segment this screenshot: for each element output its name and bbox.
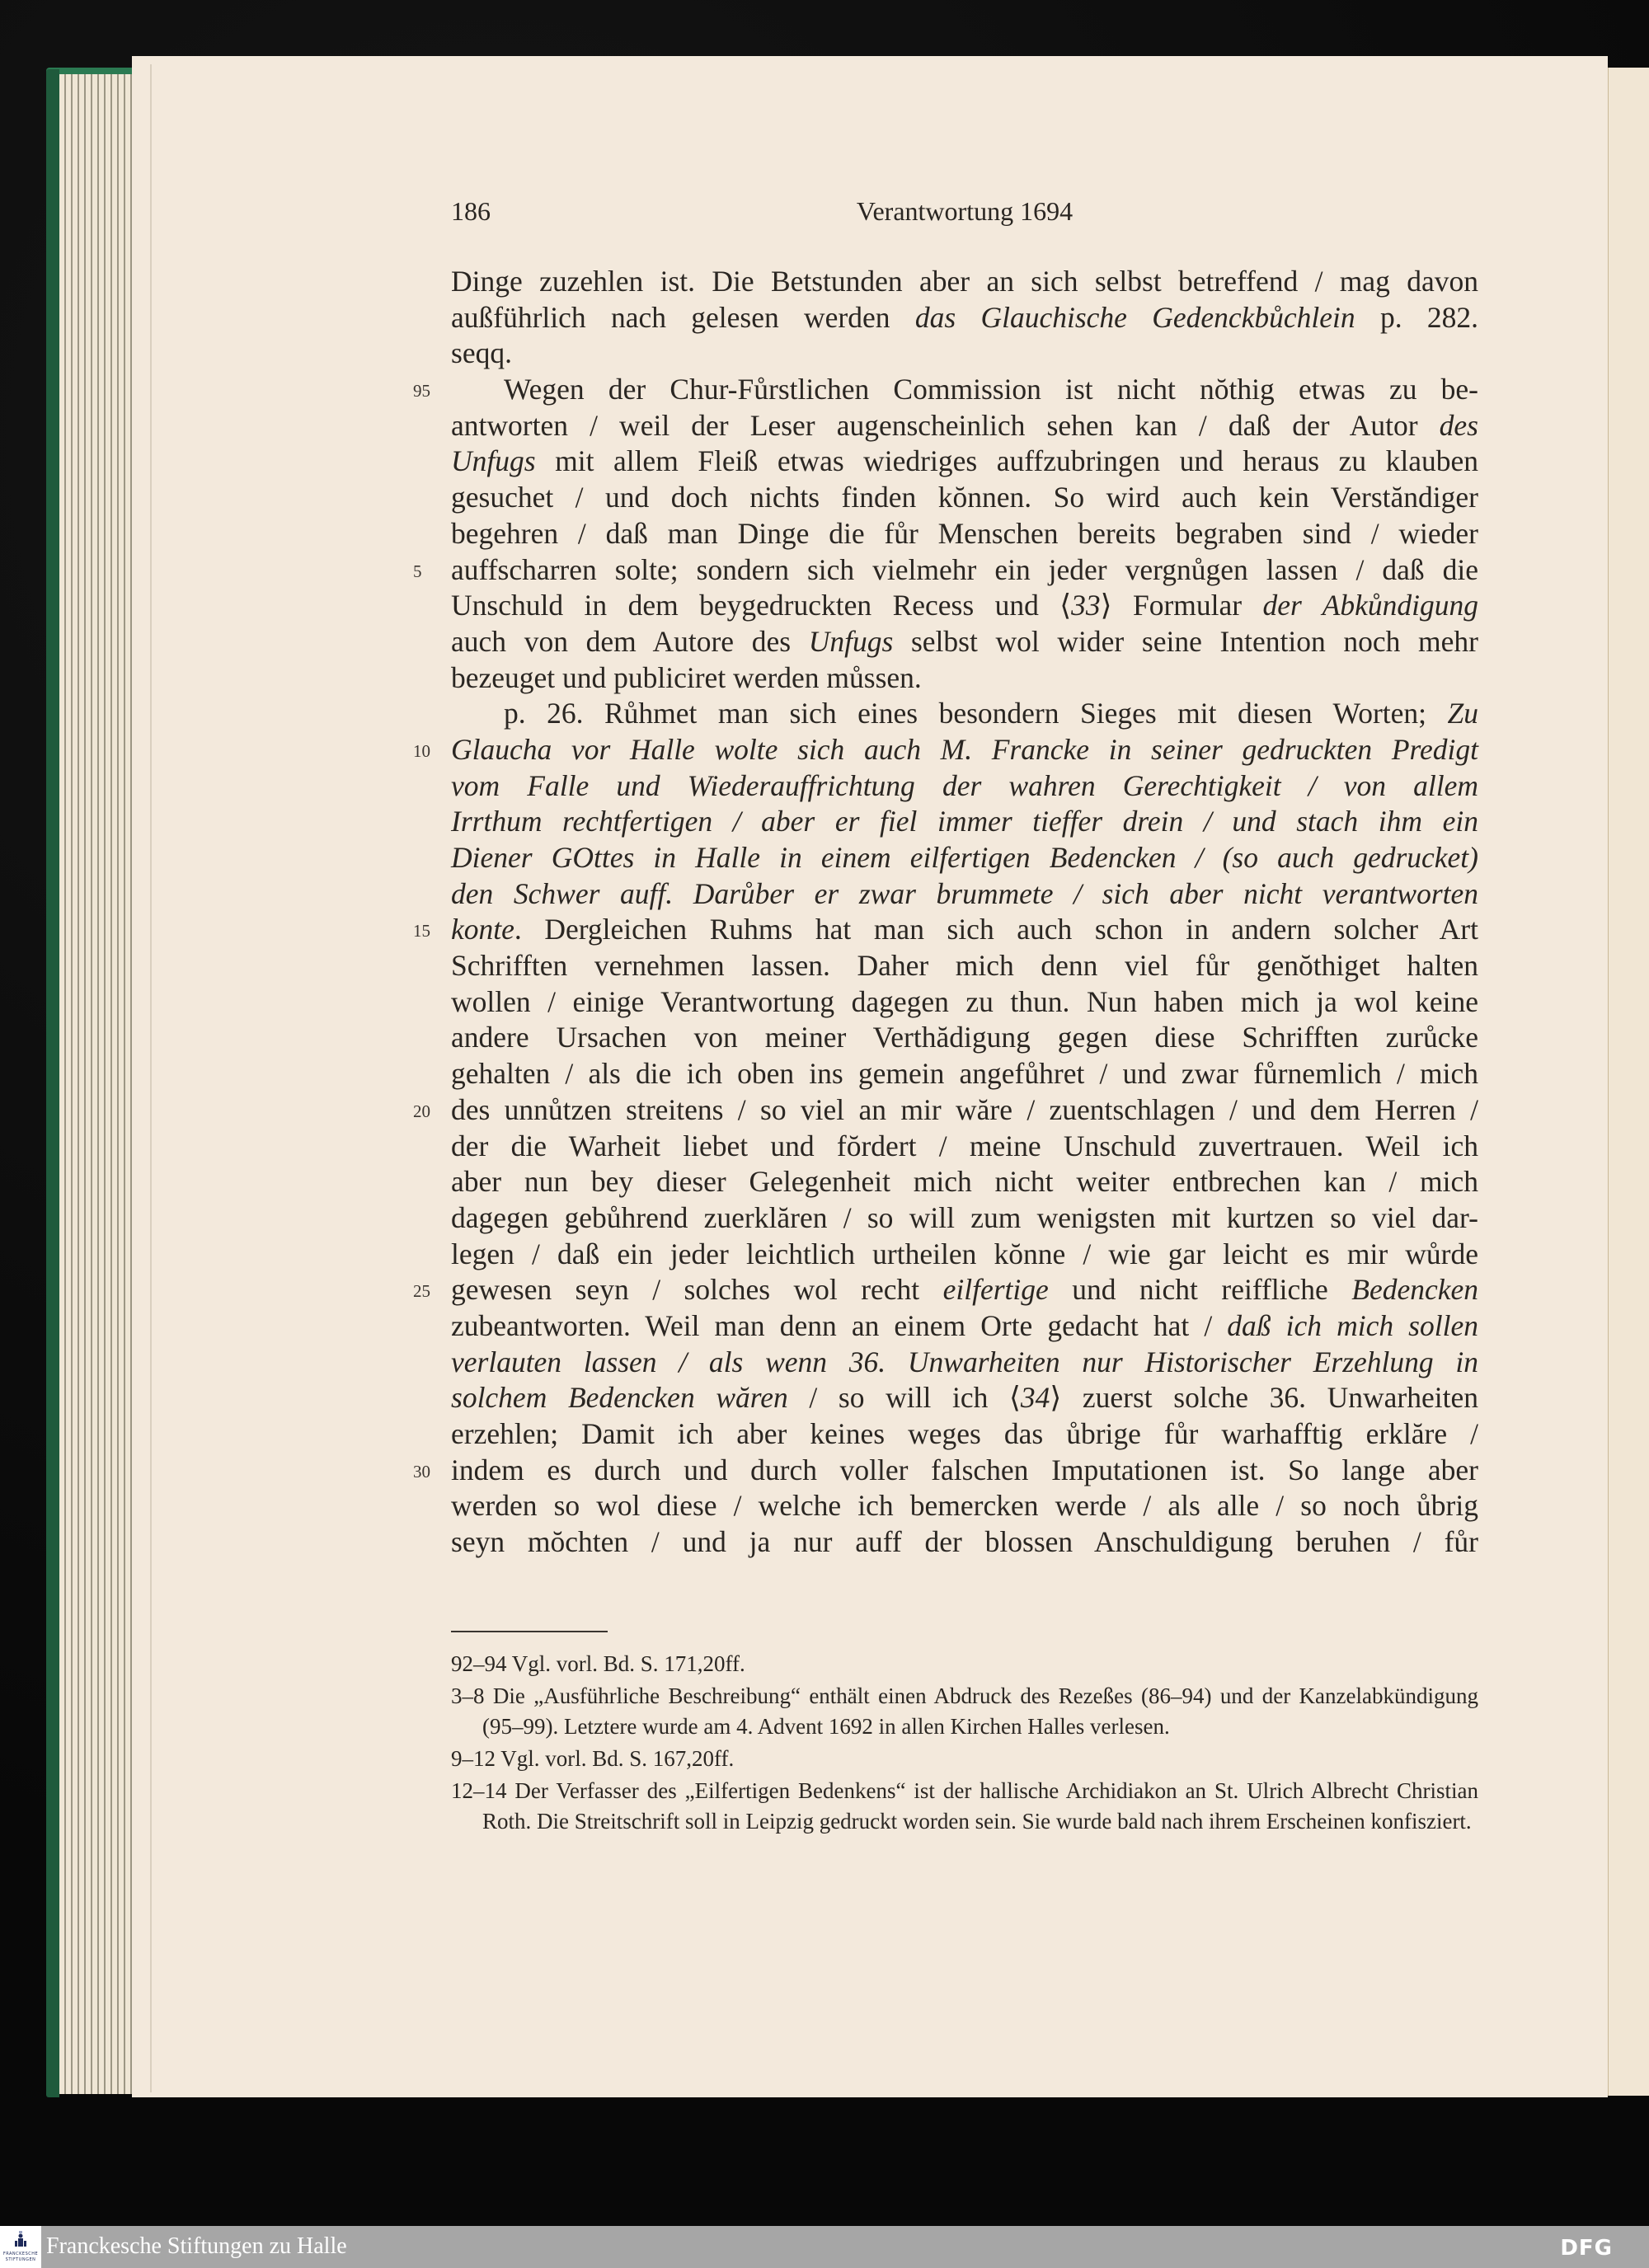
text-segment: seqq. [451,336,512,370]
text-line [451,1200,1478,1237]
text-segment: und nicht reiffliche [1048,1273,1352,1307]
italic-text: verlauten lassen / als wenn 36. Unwarheiten nur Historischer Erzehlung in [451,1345,1478,1378]
italic-text: vom Falle und Wiederauffrichtung der wahren Gerechtigkeit / von allem [451,768,1478,802]
text-segment: dagegen gebůhrend zuerklăren / so will zum wenigsten mit kurtzen so viel dar- [451,1200,1478,1234]
italic-text: Zu [1447,697,1478,730]
footnotes [451,1649,1478,1838]
text-segment: gewesen seyn / solches wol recht [451,1273,943,1307]
text-segment: werden so wol diese / welche ich bemercken werde / als alle / so noch ůbrig [451,1489,1478,1523]
text-segment: bezeuget und publiciret werden můssen. [451,660,922,694]
text-line [451,516,1478,552]
text-segment: antworten / weil der Leser augenscheinlich sehen kan / daß der Autor [451,408,1440,442]
footnote: 9–12 Vgl. vorl. Bd. S. 167,20ff. [451,1746,735,1771]
italic-text: daß ich mich sollen [1227,1308,1478,1342]
text-line [451,336,1478,372]
text-line [413,1453,1478,1489]
text-line [451,948,1478,984]
line-number: 15 [413,921,430,941]
text-line [413,552,1478,589]
line-number: 95 [413,381,430,401]
next-page-edge [1608,68,1649,2096]
text-line [451,1056,1478,1092]
text-line [451,1237,1478,1273]
italic-text: Bedencken [1351,1273,1478,1307]
text-segment: selbst wol wider seine Intention noch mehr [893,624,1479,658]
text-line [451,588,1478,624]
text-line [451,876,1478,913]
running-header [451,196,1478,232]
line-number: 25 [413,1281,430,1302]
logo-label: FRANCKESCHE STIFTUNGEN [2,2252,39,2262]
text-line [451,264,1478,300]
main-text [413,264,1479,1561]
text-line [413,732,1478,768]
line-number: 20 [413,1101,430,1121]
text-segment: ⟩ Formular [1100,589,1263,622]
text-line [451,1345,1478,1381]
text-line [451,840,1478,876]
text-segment: auch von dem Autore des [451,624,809,658]
text-line [413,912,1478,948]
line-number: 10 [413,740,430,761]
text-line [451,1524,1478,1561]
page-fold-line [150,64,152,2092]
italic-text: das Glauchische Gedenckbůchlein [914,300,1355,334]
italic-text: Glaucha vor Halle wolte sich auch M. Francke in seiner gedruckten Predigt [451,732,1478,766]
page-number: 186 [451,196,491,226]
text-line [451,1129,1478,1165]
italic-text: Diener GOttes in Halle in einem eilfertigen Bedencken / (so auch gedrucket) [451,841,1478,874]
text-line [451,1020,1478,1056]
text-segment: gesuchet / und doch nichts finden kŏnnen. So wird auch kein Verstăndiger [451,481,1478,514]
text-segment: zubeantworten. Weil man denn an einem Orte gedacht hat / [451,1308,1228,1342]
text-line [413,1272,1478,1308]
footnote-separator [451,1631,608,1632]
text-line [413,1092,1478,1129]
text-line [451,660,1478,697]
text-segment: Wegen der Chur-Fůrstlichen Commission ist nicht nŏthig etwas zu be- [504,373,1478,406]
text-line [451,624,1478,660]
line-number: 30 [413,1461,430,1481]
text-segment: ⟩ zuerst solche 36. Unwarheiten [1050,1381,1478,1415]
text-segment: aber nun bey dieser Gelegenheit mich nicht weiter entbrechen kan / mich [451,1165,1478,1199]
text-segment: andere Ursachen von meiner Verthădigung gegen diese Schrifften zurůcke [451,1021,1478,1054]
italic-text: 34 [1020,1381,1050,1415]
italic-text: solchem Bedencken wăren [451,1381,788,1415]
text-line [451,984,1478,1021]
institution-name[interactable]: Franckesche Stiftungen zu Halle [46,2233,347,2259]
text-segment: Dinge zuzehlen ist. Die Betstunden aber an sich selbst betreffend / mag davon [451,265,1478,298]
italic-text: den Schwer auff. Darůber er zwar brummete / sich aber nicht verantworten [451,876,1478,910]
text-segment: gehalten / als die ich oben ins gemein angefůhret / und zwar fůrnemlich / mich [451,1057,1478,1091]
text-segment: seyn mŏchten / und ja nur auff der blossen Anschuldigung beruhen / fůr [451,1525,1478,1559]
francke-figure-icon [14,2231,27,2249]
text-segment: p. 282. [1355,300,1478,334]
text-segment: p. 26. Růhmet man sich eines besondern Sieges mit diesen Worten; [504,697,1448,730]
text-segment: Unschuld in dem beygedruckten Recess und ⟨ [451,589,1072,622]
text-line [451,300,1478,336]
italic-text: Irrthum rechtfertigen / aber er fiel immer tieffer drein / und stach ihm ein [451,805,1478,838]
institution-logo[interactable] [0,2226,41,2268]
footnote: 12–14 Der Verfasser des „Eilfertigen Bedenkens“ ist der hallische Archidiakon an St. Ulrich Albrecht Christian Roth. Die Streitschrift soll in Leipzig gedruckt worden sein. Sie wurde bald nach ihrem Erscheinen konfisziert. [451,1778,1478,1834]
text-segment: . Dergleichen Ruhms hat man sich auch schon in andern solcher Art [514,913,1478,946]
text-segment: erzehlen; Damit ich aber keines weges das ůbrige fůr warhafftig erklăre / [451,1417,1478,1450]
dfg-logo[interactable]: DFG [1560,2236,1613,2261]
text-line [451,444,1478,480]
footer-bar [0,2226,1649,2268]
text-line [413,372,1478,408]
text-segment: des unnůtzen streitens / so viel an mir wăre / zuentschlagen / und dem Herren / [451,1092,1478,1126]
line-number: 5 [413,561,422,581]
italic-text: konte [451,913,514,946]
book-cover-spine [46,69,59,2097]
footnote: 3–8 Die „Ausführliche Beschreibung“ enthält einen Abdruck des Rezeßes (86–94) und der Kanzelabkündigung (95–99). Letztere wurde am 4. Advent 1692 in allen Kirchen Halles verlesen. [451,1683,1478,1739]
italic-text: Unfugs [451,444,536,478]
text-segment: Schrifften vernehmen lassen. Daher mich denn viel fůr genŏthiget halten [451,949,1478,983]
italic-text: der Abkůndigung [1262,589,1478,622]
text-segment: legen / daß ein jeder leichtlich urtheilen kŏnne / wie gar leicht es mir wůrde [451,1237,1478,1270]
footnote: 92–94 Vgl. vorl. Bd. S. 171,20ff. [451,1651,745,1676]
text-line [451,1488,1478,1524]
text-segment: wollen / einige Verantwortung dagegen zu thun. Nun haben mich ja wol keine [451,984,1478,1018]
text-line [451,1308,1478,1345]
italic-text: 33 [1071,589,1101,622]
text-line [451,408,1478,444]
italic-text: eilfertige [942,1273,1049,1307]
text-line [451,696,1478,732]
text-line [451,804,1478,840]
page-stack-edges [59,74,134,2094]
italic-text: Unfugs [808,624,894,658]
italic-text: des [1439,408,1478,442]
text-line [451,768,1478,805]
text-segment: außführlich nach gelesen werden [451,300,915,334]
text-segment: mit allem Fleiß etwas wiedriges auffzubringen und heraus zu klauben [535,444,1478,478]
text-line [451,1416,1478,1453]
text-segment: / so will ich ⟨ [787,1381,1021,1415]
text-segment: der die Warheit liebet und fŏrdert / meine Unschuld zuvertrauen. Weil ich [451,1129,1478,1162]
text-segment: begehren / daß man Dinge die fůr Menschen bereits begraben sind / wieder [451,516,1478,550]
text-line [451,480,1478,516]
running-title: Verantwortung 1694 [856,196,1073,226]
text-line [451,1164,1478,1200]
text-segment: auffscharren solte; sondern sich vielmehr ein jeder vergnůgen lassen / daß die [451,552,1478,586]
text-line [451,1380,1478,1416]
text-segment: indem es durch und durch voller falschen Imputationen ist. So lange aber [451,1453,1478,1486]
